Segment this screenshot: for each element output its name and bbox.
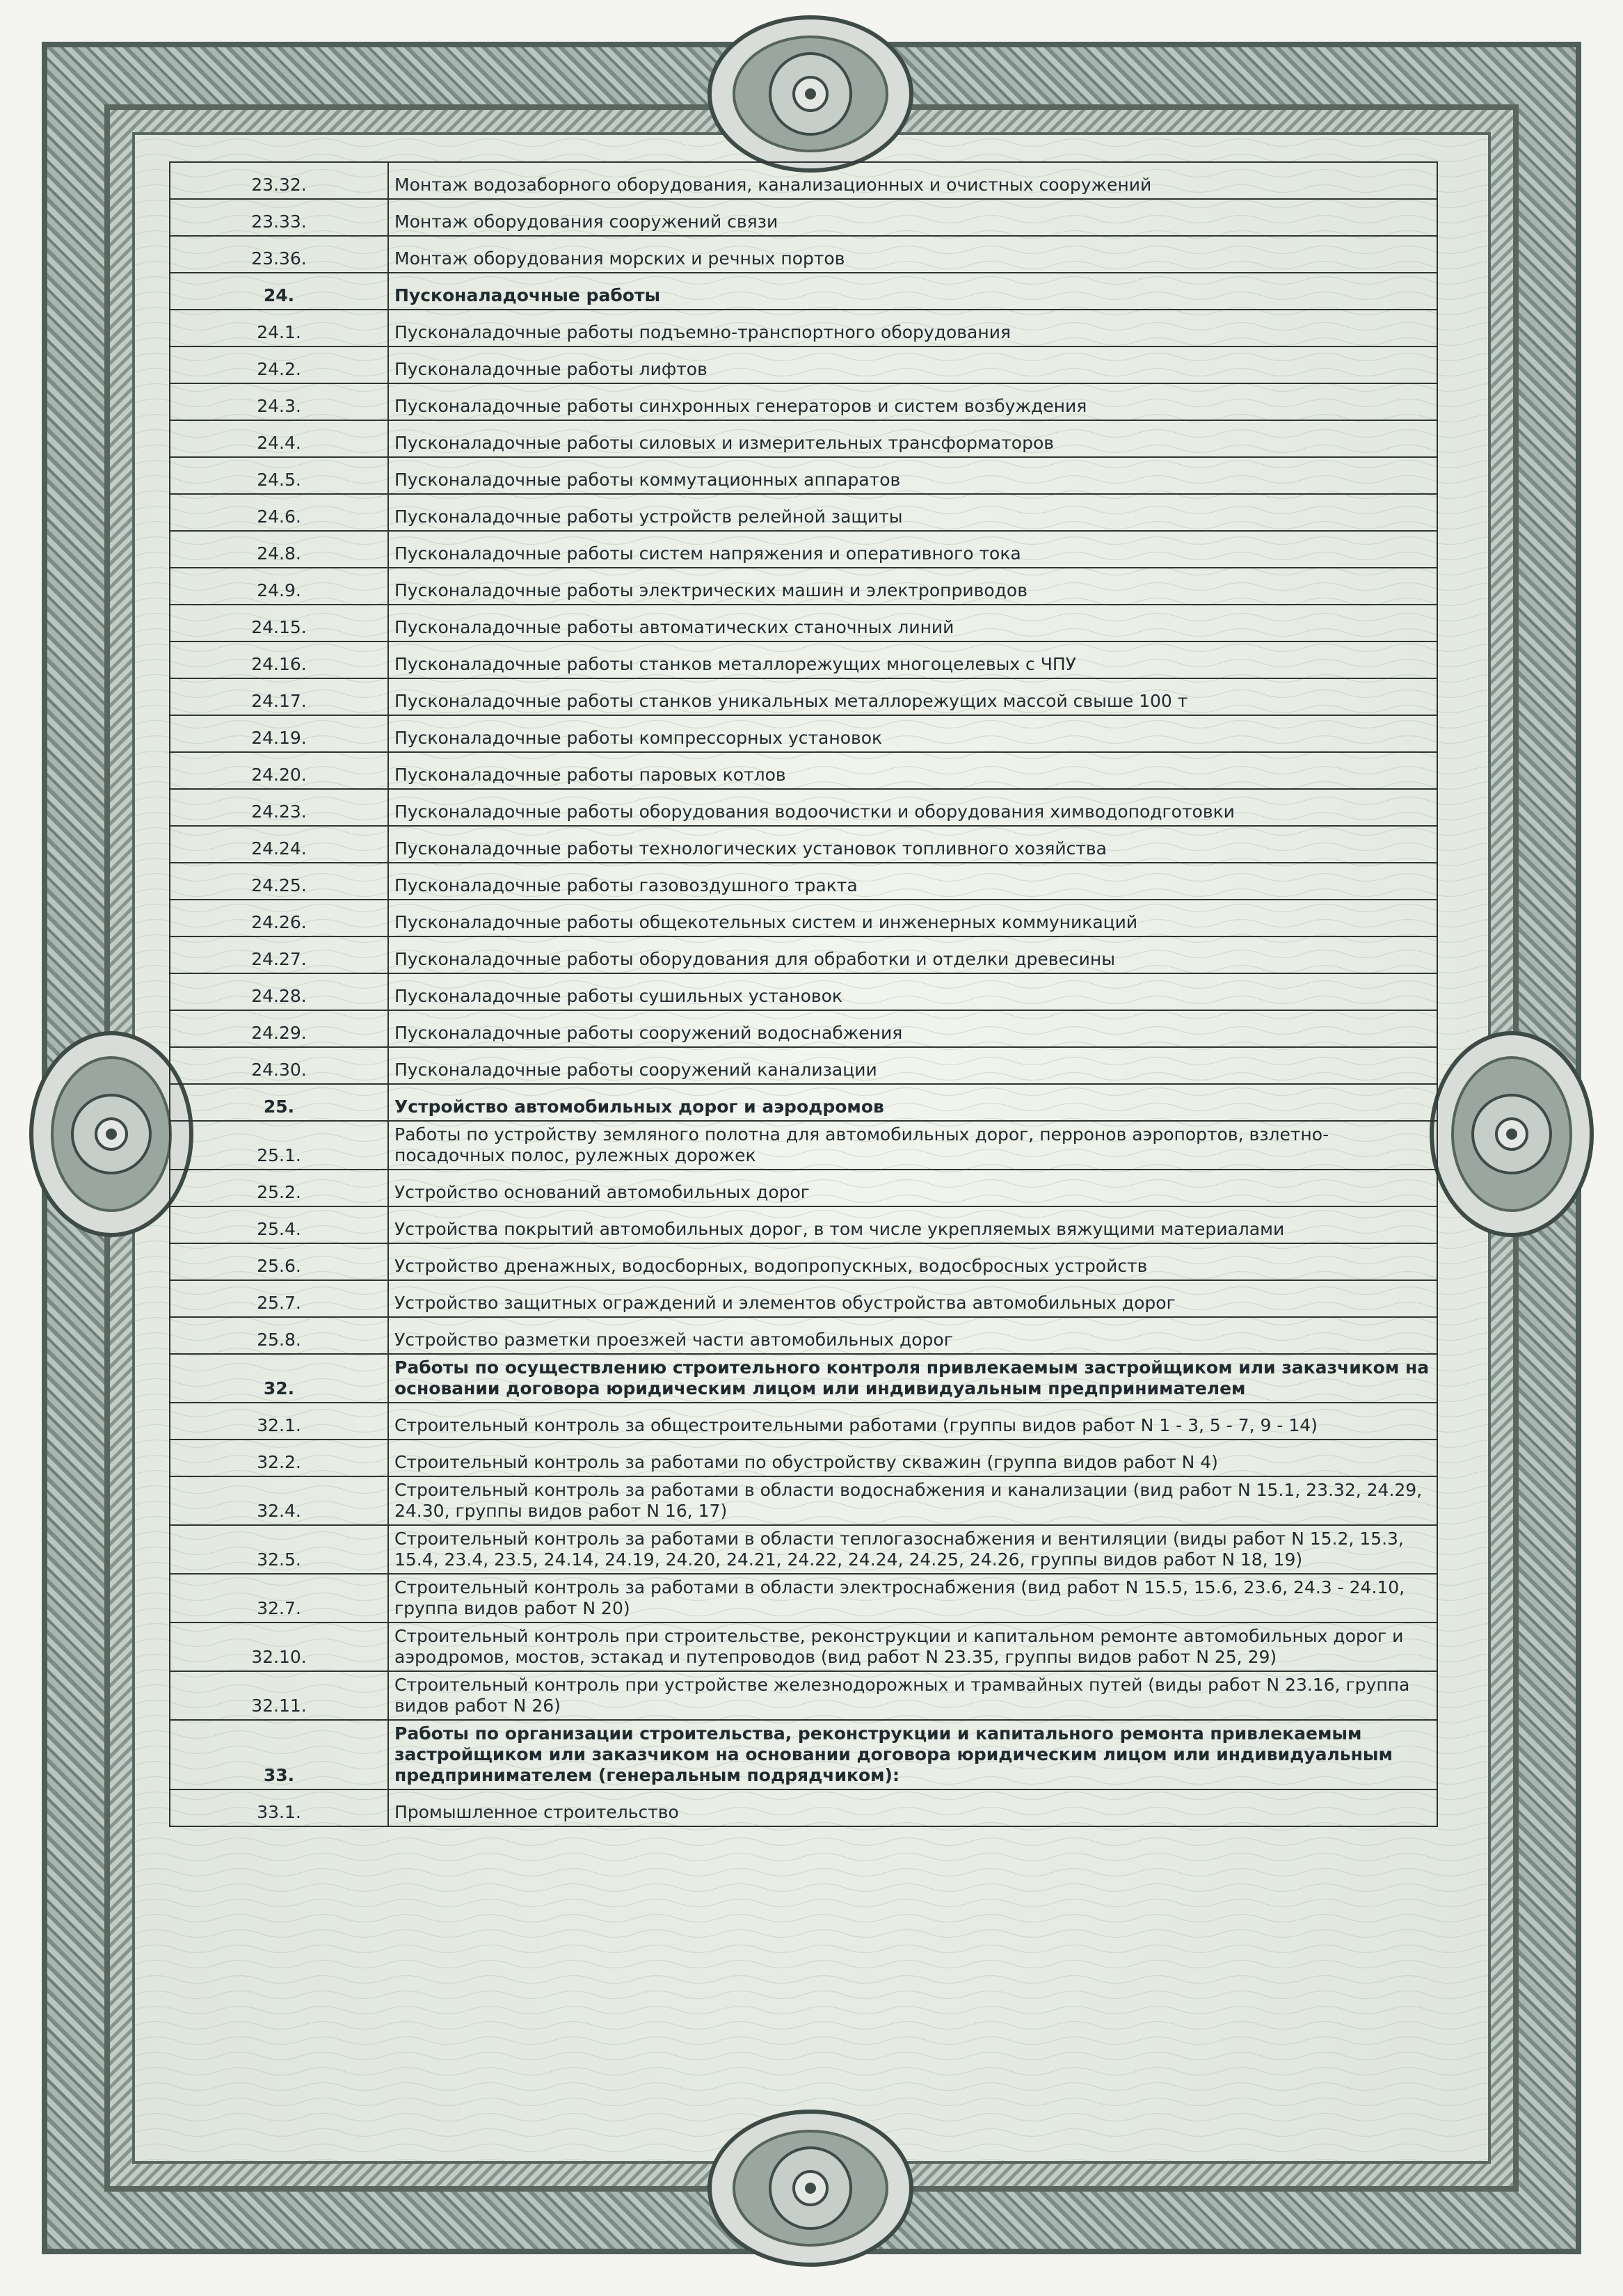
row-title: Строительный контроль за работами по обустройству скважин (группа видов работ N 4) — [388, 1440, 1437, 1476]
row-title: Пусконаладочные работы автоматических станочных линий — [388, 605, 1437, 641]
row-title: Пусконаладочные работы общекотельных систем и инженерных коммуникаций — [388, 900, 1437, 936]
row-title: Пусконаладочные работы сооружений канализации — [388, 1047, 1437, 1084]
table-row — [170, 1047, 1437, 1084]
row-title: Работы по осуществлению строительного контроля привлекаемым застройщиком или заказчиком на основании договора юридическим лицом или индивидуальным предпринимателем — [388, 1354, 1437, 1403]
row-title: Пусконаладочные работы устройств релейной защиты — [388, 494, 1437, 531]
row-number: 25. — [170, 1084, 388, 1121]
table-row — [170, 531, 1437, 568]
row-title: Работы по организации строительства, реконструкции и капитального ремонта привлекаемым застройщиком или заказчиком на основании договора юридическим лицом или индивидуальным предпринимателем (генеральным подрядчиком): — [388, 1720, 1437, 1789]
table-row — [170, 1789, 1437, 1826]
table-row — [170, 199, 1437, 236]
row-number: 24.5. — [170, 457, 388, 494]
table-row — [170, 1243, 1437, 1280]
table-row — [170, 641, 1437, 678]
row-title: Строительный контроль за работами в области водоснабжения и канализации (вид работ N 15.1, 23.32, 24.29, 24.30, группы видов работ N 16, 17) — [388, 1476, 1437, 1525]
table-row-section — [170, 1720, 1437, 1789]
table-row — [170, 752, 1437, 789]
table-row — [170, 1440, 1437, 1476]
row-title: Пусконаладочные работы паровых котлов — [388, 752, 1437, 789]
row-number: 24.2. — [170, 346, 388, 383]
row-title: Пусконаладочные работы силовых и измерительных трансформаторов — [388, 420, 1437, 457]
row-number: 24.29. — [170, 1010, 388, 1047]
row-number: 24.9. — [170, 568, 388, 605]
row-title: Строительный контроль при устройстве железнодорожных и трамвайных путей (виды работ N 23.16, группа видов работ N 26) — [388, 1671, 1437, 1720]
row-title: Устройства покрытий автомобильных дорог, в том числе укрепляемых вяжущими материалами — [388, 1206, 1437, 1243]
table-row — [170, 568, 1437, 605]
row-title: Пусконаладочные работы газовоздушного тракта — [388, 863, 1437, 900]
row-title: Устройство автомобильных дорог и аэродромов — [388, 1084, 1437, 1121]
table-row-section — [170, 1354, 1437, 1403]
table-row — [170, 383, 1437, 420]
table-row — [170, 789, 1437, 826]
table-row — [170, 310, 1437, 346]
row-number: 25.2. — [170, 1170, 388, 1206]
work-types-table — [169, 161, 1438, 1827]
row-number: 32.5. — [170, 1525, 388, 1574]
row-title: Пусконаладочные работы коммутационных аппаратов — [388, 457, 1437, 494]
row-number: 25.8. — [170, 1317, 388, 1354]
table-row — [170, 715, 1437, 752]
row-number: 24.17. — [170, 678, 388, 715]
table-row — [170, 1280, 1437, 1317]
table-row — [170, 236, 1437, 273]
rosette-ornament-bottom — [706, 2108, 915, 2268]
row-title: Пусконаладочные работы систем напряжения и оперативного тока — [388, 531, 1437, 568]
row-number: 24.6. — [170, 494, 388, 531]
table-row — [170, 420, 1437, 457]
row-title: Устройство дренажных, водосборных, водопропускных, водосбросных устройств — [388, 1243, 1437, 1280]
row-number: 24. — [170, 273, 388, 310]
table-row — [170, 1170, 1437, 1206]
row-number: 24.19. — [170, 715, 388, 752]
row-number: 32.7. — [170, 1574, 388, 1623]
row-title: Пусконаладочные работы сушильных установок — [388, 973, 1437, 1010]
row-title: Устройство оснований автомобильных дорог — [388, 1170, 1437, 1206]
row-number: 32. — [170, 1354, 388, 1403]
row-title: Пусконаладочные работы подъемно-транспортного оборудования — [388, 310, 1437, 346]
table-row — [170, 494, 1437, 531]
row-title: Устройство защитных ограждений и элементов обустройства автомобильных дорог — [388, 1280, 1437, 1317]
row-title: Строительный контроль за работами в области электроснабжения (вид работ N 15.5, 15.6, 23.6, 24.3 - 24.10, группа видов работ N 20) — [388, 1574, 1437, 1623]
table-row — [170, 1317, 1437, 1354]
row-number: 25.7. — [170, 1280, 388, 1317]
row-number: 24.15. — [170, 605, 388, 641]
rosette-ornament-top — [706, 14, 915, 174]
table-row — [170, 457, 1437, 494]
table-row — [170, 346, 1437, 383]
table-row-section — [170, 1084, 1437, 1121]
row-title: Монтаж оборудования сооружений связи — [388, 199, 1437, 236]
table-row-section — [170, 273, 1437, 310]
row-number: 24.3. — [170, 383, 388, 420]
row-number: 24.23. — [170, 789, 388, 826]
row-title: Устройство разметки проезжей части автомобильных дорог — [388, 1317, 1437, 1354]
table-row — [170, 826, 1437, 863]
table-row — [170, 1525, 1437, 1574]
row-number: 24.24. — [170, 826, 388, 863]
table-row — [170, 936, 1437, 973]
row-title: Монтаж водозаборного оборудования, канализационных и очистных сооружений — [388, 162, 1437, 199]
table-row — [170, 162, 1437, 199]
row-number: 32.11. — [170, 1671, 388, 1720]
table-row — [170, 1121, 1437, 1170]
table-row — [170, 1476, 1437, 1525]
row-number: 23.36. — [170, 236, 388, 273]
row-title: Пусконаладочные работы оборудования для обработки и отделки древесины — [388, 936, 1437, 973]
row-number: 33.1. — [170, 1789, 388, 1826]
row-number: 25.6. — [170, 1243, 388, 1280]
row-number: 24.25. — [170, 863, 388, 900]
row-number: 23.32. — [170, 162, 388, 199]
rosette-ornament-right — [1428, 1030, 1595, 1238]
row-number: 24.4. — [170, 420, 388, 457]
row-title: Пусконаладочные работы сооружений водоснабжения — [388, 1010, 1437, 1047]
row-number: 24.27. — [170, 936, 388, 973]
row-number: 32.10. — [170, 1623, 388, 1671]
row-title: Пусконаладочные работы синхронных генераторов и систем возбуждения — [388, 383, 1437, 420]
table-row — [170, 973, 1437, 1010]
table-row — [170, 900, 1437, 936]
table-row — [170, 1206, 1437, 1243]
row-number: 25.4. — [170, 1206, 388, 1243]
row-title: Строительный контроль при строительстве, реконструкции и капитальном ремонте автомобильных дорог и аэродромов, мостов, эстакад и путепроводов (вид работ N 23.35, группы видов работ N 25, 29) — [388, 1623, 1437, 1671]
row-title: Работы по устройству земляного полотна для автомобильных дорог, перронов аэропортов, взлетно-посадочных полос, рулежных дорожек — [388, 1121, 1437, 1170]
table-row — [170, 1010, 1437, 1047]
row-number: 24.20. — [170, 752, 388, 789]
row-number: 32.2. — [170, 1440, 388, 1476]
row-title: Пусконаладочные работы электрических машин и электроприводов — [388, 568, 1437, 605]
row-number: 23.33. — [170, 199, 388, 236]
row-number: 24.30. — [170, 1047, 388, 1084]
table-row — [170, 1671, 1437, 1720]
row-number: 32.1. — [170, 1403, 388, 1440]
row-title: Монтаж оборудования морских и речных портов — [388, 236, 1437, 273]
table-row — [170, 1574, 1437, 1623]
table-row — [170, 1403, 1437, 1440]
row-number: 24.8. — [170, 531, 388, 568]
row-number: 33. — [170, 1720, 388, 1789]
row-number: 25.1. — [170, 1121, 388, 1170]
row-title: Пусконаладочные работы станков металлорежущих многоцелевых с ЧПУ — [388, 641, 1437, 678]
row-title: Пусконаладочные работы лифтов — [388, 346, 1437, 383]
row-title: Промышленное строительство — [388, 1789, 1437, 1826]
row-number: 24.1. — [170, 310, 388, 346]
table-row — [170, 1623, 1437, 1671]
row-number: 24.16. — [170, 641, 388, 678]
row-title: Пусконаладочные работы — [388, 273, 1437, 310]
row-title: Пусконаладочные работы технологических установок топливного хозяйства — [388, 826, 1437, 863]
row-number: 24.26. — [170, 900, 388, 936]
row-title: Строительный контроль за общестроительными работами (группы видов работ N 1 - 3, 5 - 7, 9 - 14) — [388, 1403, 1437, 1440]
row-title: Пусконаладочные работы компрессорных установок — [388, 715, 1437, 752]
row-title: Пусконаладочные работы станков уникальных металлорежущих массой свыше 100 т — [388, 678, 1437, 715]
row-title: Строительный контроль за работами в области теплогазоснабжения и вентиляции (виды работ N 15.2, 15.3, 15.4, 23.4, 23.5, 24.14, 24.19, 24.20, 24.21, 24.22, 24.24, 24.25, 24.26, группы видов работ N 18, 19) — [388, 1525, 1437, 1574]
row-number: 32.4. — [170, 1476, 388, 1525]
row-number: 24.28. — [170, 973, 388, 1010]
table-row — [170, 678, 1437, 715]
row-title: Пусконаладочные работы оборудования водоочистки и оборудования химводоподготовки — [388, 789, 1437, 826]
table-row — [170, 863, 1437, 900]
table-row — [170, 605, 1437, 641]
